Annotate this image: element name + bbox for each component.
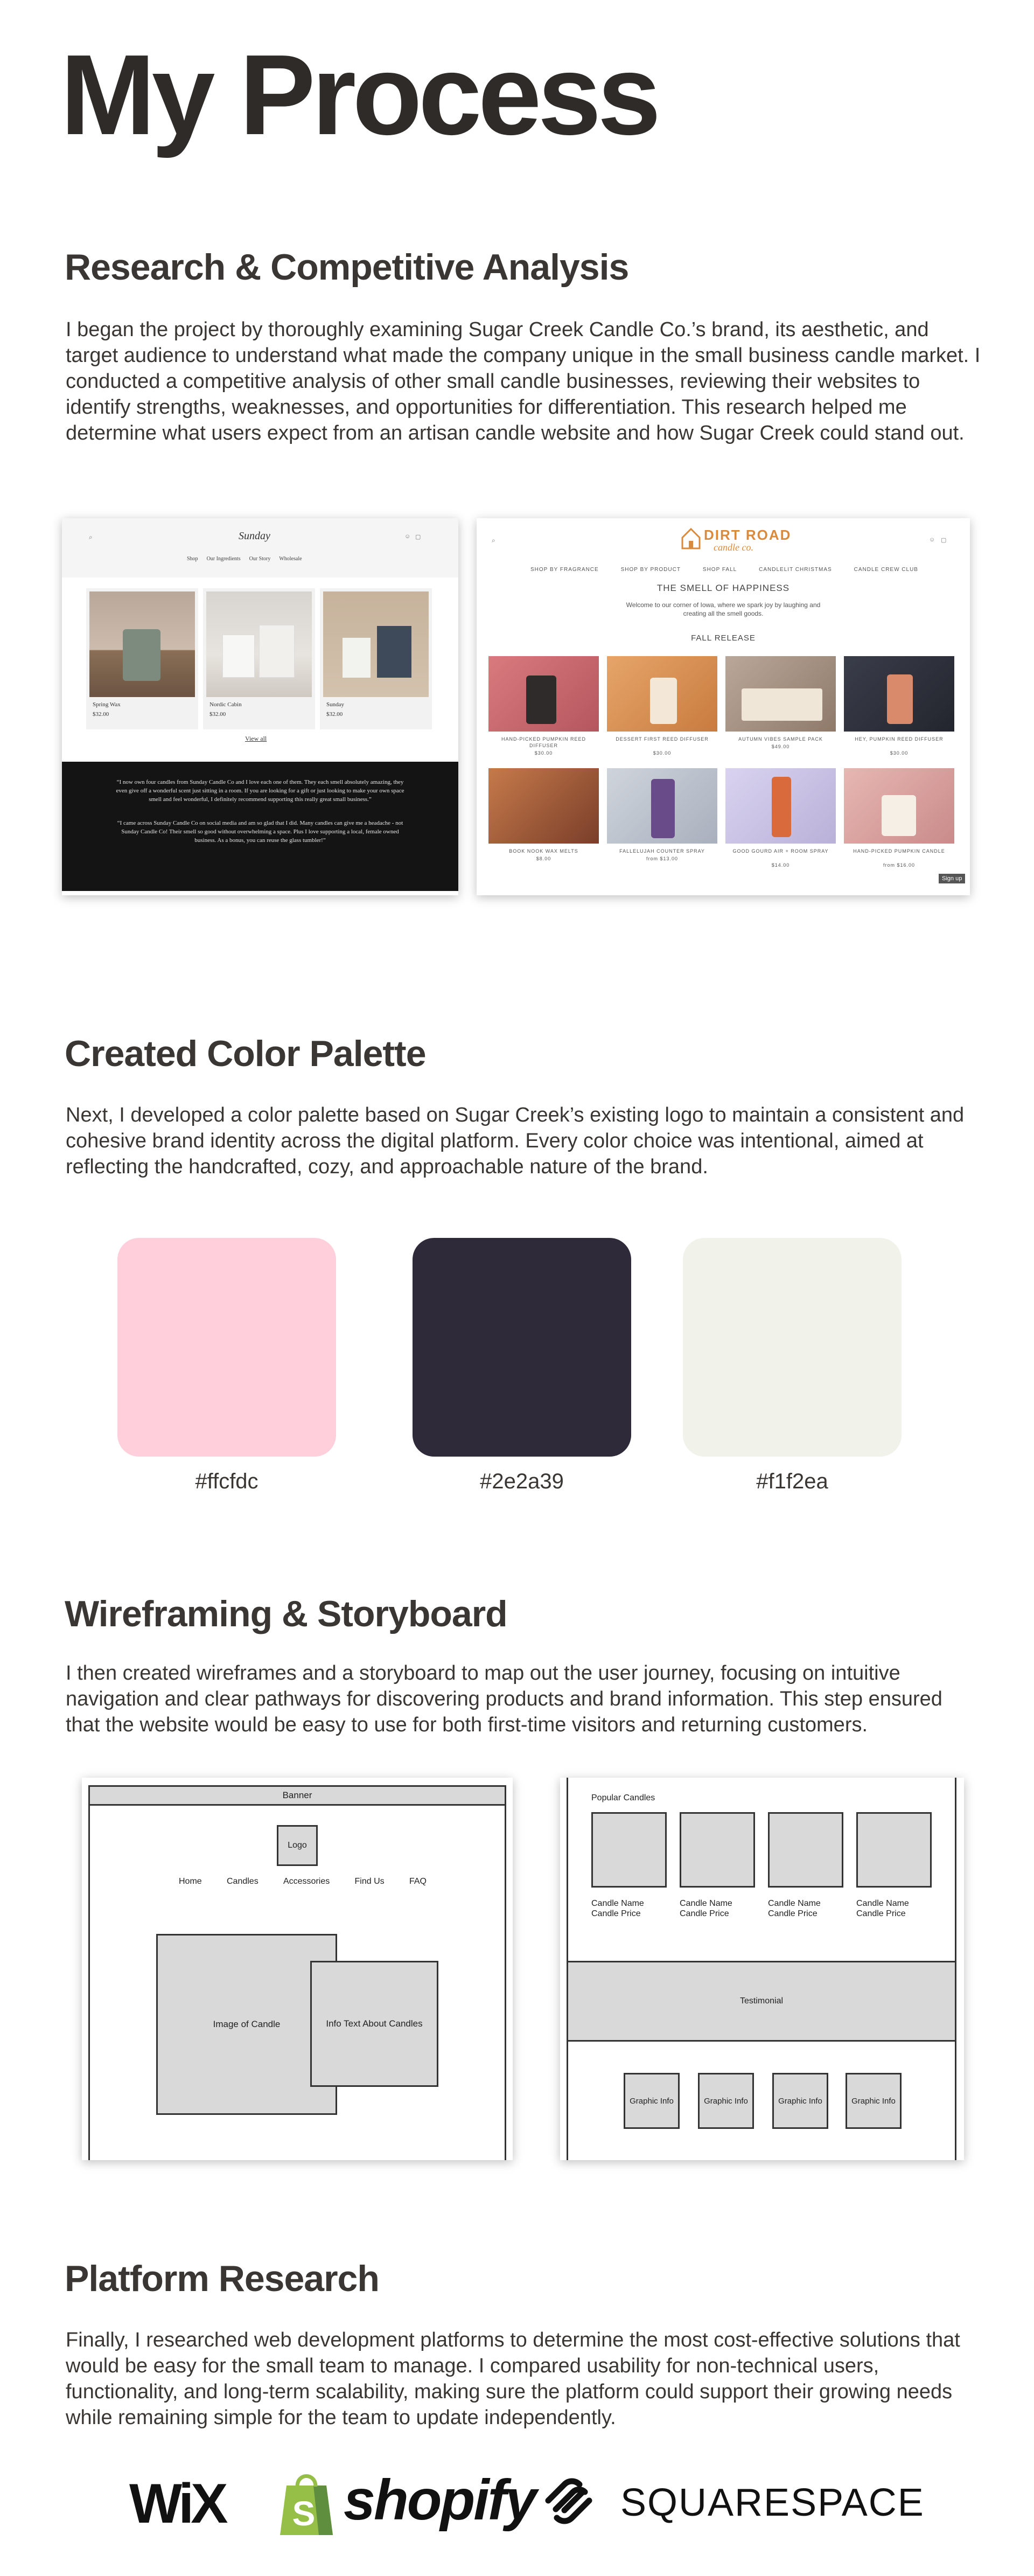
section-heading-palette: Created Color Palette [65,1033,426,1074]
wf-graphic-info: Graphic Info [846,2073,902,2129]
wix-logo: WiX [129,2473,225,2535]
cart-icon: ▢ [941,537,947,544]
svg-text:S: S [292,2494,316,2533]
section-title: FALL RELEASE [691,633,756,643]
product-name: HAND-PICKED PUMPKIN REED DIFFUSER [501,736,586,748]
product-image [607,656,717,732]
product-price: $30.00 [653,750,672,756]
section-heading-platform: Platform Research [65,2258,379,2299]
nav-item-ingredients: Our Ingredients [206,556,241,562]
wf-nav-candles: Candles [226,1877,258,1886]
section-body-palette: Next, I developed a color palette based on Sugar Creek’s existing logo to maintain a consistent and cohesive brand identity across the digital platform. Every color choice was intentional, aimed at reflecting the handcrafted, cozy, and approachable nature of the brand. [66,1104,965,1178]
product-name: Nordic Cabin [209,701,242,708]
nav-item-story: Our Story [249,556,271,562]
product-name: HEY, PUMPKIN REED DIFFUSER [855,736,944,742]
wf-nav-home: Home [179,1877,202,1886]
page-title: My Process [60,31,658,158]
shopify-wordmark: shopify [344,2468,535,2532]
brand-subtitle: candle co. [714,542,753,553]
color-swatch-label: #2e2a39 [480,1470,564,1493]
product-name: DESSERT FIRST REED DIFFUSER [616,736,709,742]
wf-product-name: Candle Name [680,1899,732,1908]
section-body-research: I began the project by thoroughly examining Sugar Creek Candle Co.’s brand, its aesthetic, and target audience to understand what made the company unique in the small business candle market. I conducted a competitive analysis of other small candle businesses, reviewing their websites to identify strengths, weaknesses, and opportunities for differentiation. This research helped me determine what users expect from an artisan candle website and how Sugar Creek could stand out. [66,318,981,444]
product-price: $32.00 [93,711,109,718]
product-image [844,768,954,844]
product-name: Sunday [326,701,344,708]
wf-popular-title: Popular Candles [591,1793,655,1802]
product-price: $49.00 [771,744,790,749]
color-swatch-label: #f1f2ea [756,1470,828,1493]
squarespace-icon [544,2477,598,2525]
shopify-bag-icon [277,2469,336,2537]
wf-graphic-info: Graphic Info [698,2073,754,2129]
product-card [203,588,315,729]
testimonial-quote: “I came across Sunday Candle Co on social media and am so glad that I did. Many candles can give me a headache - not Sunday Candle Co! Their smell so good without overwhelming a space. Plus I love supporting a local, female owned business. As a bonus, you can reuse the glass tumbler!” [117,820,403,844]
wf-product-tile [768,1812,843,1888]
competitor-screenshot-sunday [62,518,458,895]
hero-tagline: THE SMELL OF HAPPINESS [656,583,790,593]
testimonial-quote: “I now own four candles from Sunday Candle Co and I love each one of them. They each smell absolutely amazing, they even give off a wonderful scent just sitting in a room. If you are looking for a gift or just looking to make your own space smell and feel wonderful, I definitely recommend supporting this really great small business.” [116,779,404,803]
hero-welcome-line: creating all the smell goods. [683,610,764,617]
account-icon: ☺ [404,533,411,540]
nav-item-product[interactable]: SHOP BY PRODUCT [620,567,681,573]
wf-product-price: Candle Price [856,1909,906,1918]
product-price: $30.00 [534,750,553,756]
product-name: HAND-PICKED PUMPKIN CANDLE [853,848,945,854]
product-image [844,656,954,732]
section-heading-wireframe: Wireframing & Storyboard [65,1593,507,1634]
site-logo: Sunday [239,530,270,542]
site-header [62,518,458,577]
wf-candle-info: Info Text About Candles [310,1961,438,2087]
product-image [323,591,429,697]
product-name: BOOK NOOK WAX MELTS [509,848,578,854]
section-body-platform: Finally, I researched web development platforms to determine the most cost-effective solutions that would be easy for the small team to manage. I compared usability for non-technical users, functionality, and long-term scalability, making sure the platform could support their growing needs while remaining simple for the team to update independently. [66,2329,960,2429]
wf-logo: Logo [277,1825,318,1866]
product-price: $32.00 [326,711,343,718]
product-image [488,768,599,844]
color-swatch-cream [683,1238,902,1457]
squarespace-wordmark: SQUARESPACE [620,2481,925,2524]
product-price: from $16.00 [883,862,916,868]
nav-item-fall[interactable]: SHOP FALL [702,567,737,573]
product-price: $32.00 [209,711,226,718]
house-logo-icon [680,526,702,551]
testimonial-section [62,762,458,891]
wf-banner: Banner [88,1785,506,1806]
product-price: $14.00 [771,862,790,868]
product-price: from $13.00 [646,856,679,861]
product-image [89,591,195,697]
nav-item-fragrance[interactable]: SHOP BY FRAGRANCE [530,567,599,573]
wf-graphic-info: Graphic Info [772,2073,828,2129]
wf-product-tile [591,1812,667,1888]
product-price: $30.00 [890,750,909,756]
product-image [206,591,312,697]
nav-item-club[interactable]: CANDLE CREW CLUB [854,567,918,573]
wf-product-name: Candle Name [591,1899,644,1908]
search-icon: ⌕ [89,533,93,541]
search-icon: ⌕ [492,537,495,544]
wireframe-storyboard [560,1778,964,2160]
product-name: FALLELUJAH COUNTER SPRAY [619,848,705,854]
product-card [86,588,198,729]
product-name: AUTUMN VIBES SAMPLE PACK [738,736,823,742]
wf-product-price: Candle Price [768,1909,818,1918]
wf-product-price: Candle Price [591,1909,641,1918]
wf-testimonial: Testimonial [567,1961,956,2042]
view-all-link[interactable]: View all [245,735,267,742]
competitor-screenshot-dirtroad [477,518,970,895]
wf-product-price: Candle Price [680,1909,729,1918]
wf-nav-findus: Find Us [354,1877,385,1886]
wf-nav-accessories: Accessories [283,1877,330,1886]
section-body-wireframe: I then created wireframes and a storyboard to map out the user journey, focusing on intuitive navigation and clear pathways for discovering products and brand information. This step ensured that the website would be easy to use for both first-time visitors and returning customers. [66,1662,942,1736]
product-image [607,768,717,844]
brand-name: DIRT ROAD [704,527,792,543]
wireframe-home [82,1778,513,2160]
account-icon: ☺ [929,537,935,543]
color-swatch-pink [117,1238,336,1457]
product-image [488,656,599,732]
product-price: $8.00 [536,856,551,861]
nav-item-christmas[interactable]: CANDLELIT CHRISTMAS [759,567,832,573]
product-card [320,588,432,729]
nav-item-wholesale: Wholesale [279,556,302,562]
nav-item-shop: Shop [187,556,198,562]
color-swatch-label: #ffcfdc [195,1470,258,1493]
wf-graphic-info: Graphic Info [624,2073,680,2129]
hero-welcome-line: Welcome to our corner of Iowa, where we spark joy by laughing and [626,601,821,609]
color-swatch-navy [413,1238,631,1457]
cart-icon: ▢ [415,534,421,540]
product-name: GOOD GOURD AIR + ROOM SPRAY [732,848,829,854]
wf-product-tile [856,1812,932,1888]
wf-nav-faq: FAQ [409,1877,427,1886]
product-image [725,768,836,844]
wf-product-tile [680,1812,755,1888]
wf-candle-image: Image of Candle [156,1934,337,2115]
wf-product-name: Candle Name [856,1899,909,1908]
product-name: Spring Wax [93,701,121,708]
section-heading-research: Research & Competitive Analysis [65,247,629,288]
wf-product-name: Candle Name [768,1899,821,1908]
product-image [725,656,836,732]
signup-chip[interactable]: Sign up [939,874,965,883]
